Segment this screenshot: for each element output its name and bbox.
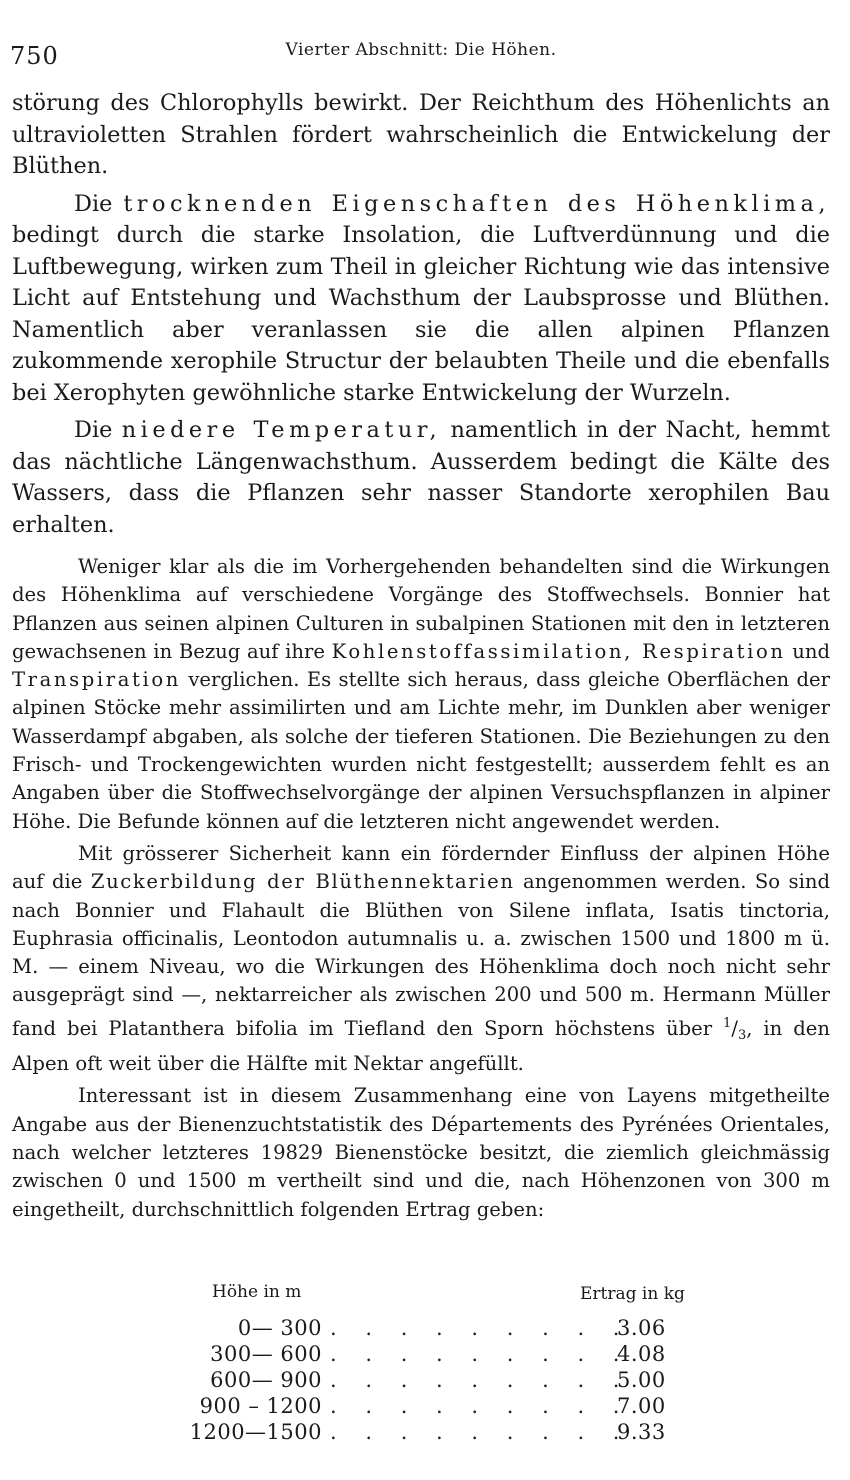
fraction-numerator: 1 xyxy=(723,1015,732,1031)
paragraph-text: Weniger klar als die im Vorhergehenden behandelten sind die Wirkungen des Höhenklima auf verschiedene Vorgänge des Stoffwechsels. Bonnier hat Pflanzen aus seinen alpinen Culturen in subalpinen Stationen mit den in letzteren gewachsenen in Bezug auf ihre xyxy=(12,555,830,663)
paragraph-trocknende-eigenschaften xyxy=(12,189,830,410)
spaced-emphasis: Transpiration xyxy=(12,668,182,692)
cell-ertrag: 5.00 xyxy=(617,1368,666,1392)
column-header-ertrag: Ertrag in kg xyxy=(580,1284,685,1304)
cell-hoehe: 900 – 1200 xyxy=(199,1394,322,1418)
column-header-hoehe: Höhe in m xyxy=(212,1282,302,1302)
lead-word: Die xyxy=(74,417,113,443)
table-row xyxy=(0,1420,850,1446)
paragraph-bienenzucht xyxy=(12,1082,830,1223)
cell-ertrag: 4.08 xyxy=(617,1342,666,1366)
cell-hoehe: 1200—1500 xyxy=(189,1420,322,1444)
paragraph-text: namentlich in der Nacht, hemmt das nächtliche Längenwachsthum. Ausserdem bedingt die Kälte des Wassers, dass die Pflanzen sehr nasser Standorte xerophilen Bau erhalten. xyxy=(12,417,830,538)
leader-dots: . . . . . . . . . xyxy=(330,1420,631,1444)
table-row xyxy=(0,1316,850,1342)
cell-ertrag: 9.33 xyxy=(617,1420,666,1444)
fraction-slash: / xyxy=(731,1016,738,1040)
running-head: Vierter Abschnitt: Die Höhen. xyxy=(285,40,557,60)
paragraph-chlorophyll xyxy=(12,88,830,183)
leader-dots: . . . . . . . . . xyxy=(330,1342,631,1366)
cell-hoehe: 0— 300 xyxy=(237,1316,322,1340)
paragraph-text: verglichen. Es stellte sich heraus, dass gleiche Oberflächen der alpinen Stöcke mehr assimilirten und am Lichte mehr, im Dunklen aber weniger Wasserdampf abgaben, als solche der tieferen Stationen. Die Beziehungen zu den Frisch- und Trockengewichten wurden nicht festgestellt; ausserdem fehlt es an Angaben über die Stoffwechselvorgänge der alpinen Versuchspflanzen in alpiner Höhe. Die Befunde können auf die letzteren nicht angewendet werden. xyxy=(12,668,830,833)
paragraph-stoffwechsel xyxy=(12,553,830,836)
page-number: 750 xyxy=(10,42,59,70)
fraction-denominator: 3 xyxy=(737,1027,747,1043)
table-row xyxy=(0,1368,850,1394)
cell-ertrag: 7.00 xyxy=(617,1394,666,1418)
paragraph-text: und xyxy=(792,639,830,663)
spaced-emphasis: niedere Temperatur, xyxy=(121,417,442,443)
leader-dots: . . . . . . . . . xyxy=(330,1394,631,1418)
paragraph-zuckerbildung xyxy=(12,840,830,1078)
cell-hoehe: 300— 600 xyxy=(210,1342,322,1366)
paragraph-text: Interessant ist in diesem Zusammenhang eine von Layens mitgetheilte Angabe aus der Bienenzuchtstatistik des Départements des Pyrénées Orientales, nach welcher letzteres 19829 Bienenstöcke besitzt, die ziemlich gleichmässig zwischen 0 und 1500 m vertheilt sind und die, nach Höhenzonen von 300 m eingetheilt, durchschnittlich folgenden Ertrag geben: xyxy=(12,1084,830,1221)
page-body xyxy=(12,88,830,1224)
cell-ertrag: 3.06 xyxy=(617,1316,666,1340)
spaced-emphasis: trocknenden Eigenschaften des Höhenklima, xyxy=(123,190,831,217)
leader-dots: . . . . . . . . . xyxy=(330,1316,631,1340)
table-row xyxy=(0,1394,850,1420)
paragraph-text: störung des Chlorophylls bewirkt. Der Reichthum des Höhenlichts an ultravioletten Strahlen fördert wahrscheinlich die Entwickelung der Blüthen. xyxy=(12,90,830,179)
paragraph-text: , in den Alpen oft weit über die Hälfte mit Nektar angefüllt. xyxy=(12,1016,830,1076)
leader-dots: . . . . . . . . . xyxy=(330,1368,631,1392)
table-row xyxy=(0,1342,850,1368)
paragraph-text: Mit grösserer Sicherheit kann ein fördernder Einfluss der alpinen Höhe auf die xyxy=(12,841,830,894)
paragraph-niedere-temperatur xyxy=(12,415,830,541)
spaced-emphasis: Kohlenstoffassimilation, Respiration xyxy=(331,639,786,663)
cell-hoehe: 600— 900 xyxy=(210,1368,322,1392)
spaced-emphasis: Zuckerbildung der Blüthennektarien xyxy=(90,870,515,894)
page-header xyxy=(10,36,832,76)
paragraph-text: bedingt durch die starke Insolation, die Luftverdünnung und die Luftbewegung, wirken zum Theil in gleicher Richtung wie das intensive Licht auf Entstehung und Wachsthum der Laubsprosse und Blüthen. Namentlich aber veranlassen sie die allen alpinen Pflanzen zukommende xerophile Structur der belaubten Theile und die ebenfalls bei Xerophyten gewöhnliche starke Entwickelung der Wurzeln. xyxy=(12,222,830,406)
lead-word: Die xyxy=(74,190,113,217)
paragraph-text: angenommen werden. So sind nach Bonnier und Flahault die Blüthen von Silene inflata, Isatis tinctoria, Euphrasia officinalis, Leontodon autumnalis u. a. zwischen 1500 und 1800 m ü. M. — einem Niveau, wo die Wirkungen des Höhenklima doch noch nicht sehr ausgeprägt sind —, nektarreicher als zwischen 200 und 500 m. Hermann Müller fand bei Platanthera bifolia im Tiefland den Sporn höchstens über xyxy=(12,870,831,1040)
